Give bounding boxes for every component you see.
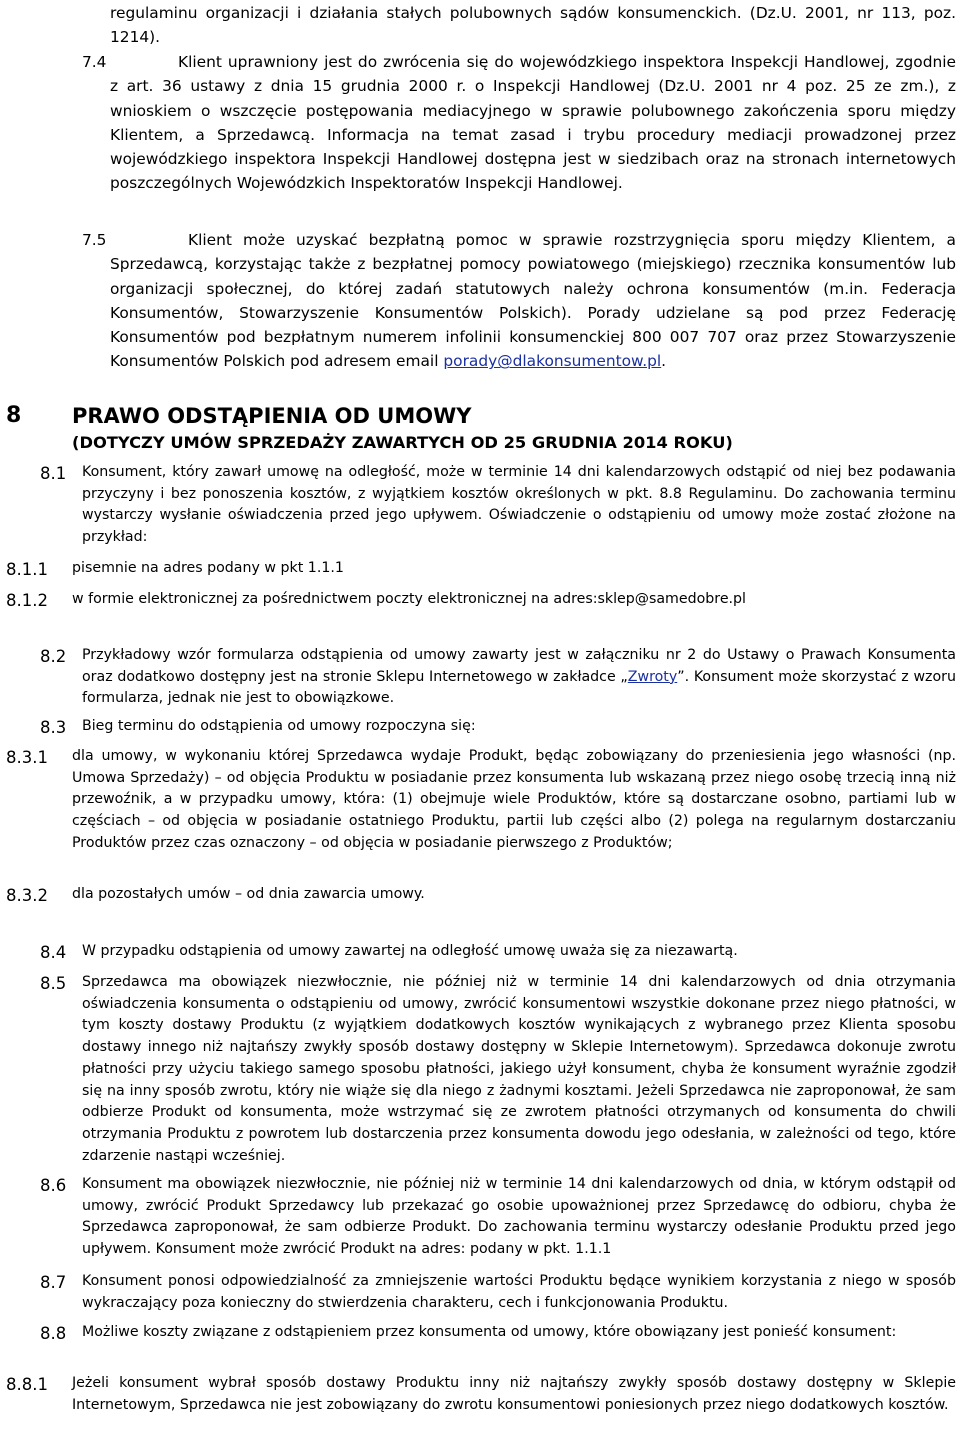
- para-8-1-2: w formie elektronicznej za pośrednictwem poczty elektronicznej na adres:sklep@samedobre.pl: [72, 591, 747, 607]
- para-8-1-1-number: 8.1.1: [6, 560, 48, 579]
- para-7-5-text: Klient może uzyskać bezpłatną pomoc w sprawie rozstrzygnięcia sporu między Klientem, a Sprzedawcą, korzystając także z bezpłatnej pomocy powiatowego (miejskiego) rzecznika konsumentów lub organizacji społecznej, do której zadań statutowych należy ochrona konsumentów (m.in. Federacja Konsumentów, Stowarzyszenie Konsumentów Polskich). Porady udzielane są pod przez Federację Konsumentów pod bezpłatnym numerem infolinii konsumenckiej 800 007 707 oraz przez Stowarzyszenie Konsumentów Polskich pod adresem email: [110, 231, 956, 371]
- para-7-4-number: 7.4: [82, 53, 107, 71]
- para-8-2: [82, 645, 956, 710]
- para-8-6-number: 8.6: [40, 1176, 67, 1195]
- para-7-5-end: .: [661, 352, 667, 371]
- para-8-1-number: 8.1: [40, 464, 67, 483]
- para-8-8-1-number: 8.8.1: [6, 1375, 48, 1394]
- para-8-3: Bieg terminu do odstąpienia od umowy rozpoczyna się:: [82, 718, 476, 734]
- para-8-8-1: Jeżeli konsument wybrał sposób dostawy Produktu inny niż najtańszy zwykły sposób dostawy dostępny w Sklepie Internetowym, Sprzedawca nie jest zobowiązany do zwrotu konsumentowi poniesionych przez niego dodatkowych kosztów.: [72, 1375, 956, 1413]
- para-8-1-1: pisemnie na adres podany w pkt 1.1.1: [72, 560, 344, 576]
- para-8-5: Sprzedawca ma obowiązek niezwłocznie, nie później niż w terminie 14 dni kalendarzowych od dnia otrzymania oświadczenia konsumenta o odstąpieniu od umowy, zwrócić konsumentowi wszystkie dokonane przez niego płatności, w tym koszty dostawy Produktu (z wyjątkiem dodatkowych kosztów wynikających z wybranego przez Klienta sposobu dostawy innego niż najtańszy zwykły sposób dostawy dostępny w Sklepie Internetowym). Sprzedawca dokonuje zwrotu płatności przy użyciu takiego samego sposobu płatności, jakiego użył konsument, chyba że konsument wyraźnie zgodził się na inny sposób zwrotu, który nie wiąże się dla niego z żadnymi kosztami. Jeżeli Sprzedawca nie zaproponował, że sam odbierze Produkt od konsumenta, może wstrzymać się ze zwrotem płatności otrzymanych od konsumenta do chwili otrzymania Produktu z powrotem lub dostarczenia przez konsumenta dowodu jego odesłania, w zależności od tego, które zdarzenie nastąpi wcześniej.: [82, 974, 956, 1164]
- para-8-7: Konsument ponosi odpowiedzialność za zmniejszenie wartości Produktu będące wynikiem korzystania z niego w sposób wykraczający poza konieczny do stwierdzenia charakteru, cech i funkcjonowania Produktu.: [82, 1273, 956, 1311]
- para-8-8: Możliwe koszty związane z odstąpieniem przez konsumenta od umowy, które obowiązany jest ponieść konsument:: [82, 1324, 897, 1340]
- para-8-3-1-number: 8.3.1: [6, 748, 48, 767]
- para-7-5-number: 7.5: [82, 231, 107, 249]
- consumer-email-link[interactable]: porady@dlakonsumentow.pl: [443, 352, 662, 371]
- para-8-4-number: 8.4: [40, 943, 67, 962]
- para-7-5: [110, 228, 956, 374]
- para-7-3-continuation: regulaminu organizacji i działania stałych polubownych sądów konsumenckich. (Dz.U. 2001, nr 113, poz. 1214).: [110, 4, 956, 47]
- para-8-2-text-b: ”. Konsument może skorzystać z wzoru formularza, jednak nie jest to obowiązkowe.: [82, 668, 956, 707]
- para-8-6: Konsument ma obowiązek niezwłocznie, nie później niż w terminie 14 dni kalendarzowych od dnia, w którym odstąpił od umowy, zwrócić Produkt Sprzedawcy lub przekazać go osobie upoważnionej przez Sprzedawcę do odbioru, chyba że Sprzedawca zaproponował, że sam odbierze Produkt. Do zachowania terminu wystarczy odesłanie Produktu przed jego upływem. Konsument może zwrócić Produkt na adres: podany w pkt. 1.1.1: [82, 1176, 956, 1258]
- para-8-1-2-number: 8.1.2: [6, 591, 48, 610]
- section-8-title: PRAWO ODSTĄPIENIA OD UMOWY: [72, 404, 472, 428]
- para-8-2-text-a: Przykładowy wzór formularza odstąpienia od umowy zawarty jest w załączniku nr 2 do Ustawy o Prawach Konsumenta oraz dodatkowo dostępny jest na stronie Sklepu Internetowego w zakładce „: [82, 647, 956, 685]
- para-8-3-1: dla umowy, w wykonaniu której Sprzedawca wydaje Produkt, będąc zobowiązany do przeniesienia jego własności (np. Umowa Sprzedaży) – od objęcia Produktu w posiadanie przez konsumenta lub wskazaną przez niego osobę trzecią inną niż przewoźnik, a w przypadku umowy, która: (1) obejmuje wiele Produktów, które są dostarczane osobno, partiami lub w częściach – od objęcia w posiadanie ostatniego Produktu, partii lub części albo (2) polega na regularnym dostarczaniu Produktów przez czas oznaczony – od objęcia w posiadanie pierwszego z Produktów;: [72, 748, 956, 851]
- para-8-3-2-number: 8.3.2: [6, 886, 48, 905]
- para-7-4: Klient uprawniony jest do zwrócenia się do wojewódzkiego inspektora Inspekcji Handlowej, zgodnie z art. 36 ustawy z dnia 15 grudnia 2000 r. o Inspekcji Handlowej (Dz.U. 2001 nr 4 poz. 25 ze zm.), z wnioskiem o wszczęcie postępowania mediacyjnego w sprawie polubownego zakończenia sporu między Klientem, a Sprzedawcą. Informacja na temat zasad i trybu procedury mediacji prowadzonej przez wojewódzkiego inspektora Inspekcji Handlowej dostępna jest w siedzibach oraz na stronach internetowych poszczególnych Wojewódzkich Inspektoratów Inspekcji Handlowej.: [110, 53, 956, 193]
- para-8-2-number: 8.2: [40, 647, 67, 666]
- section-8-number: 8: [6, 403, 22, 428]
- para-8-5-number: 8.5: [40, 974, 67, 993]
- section-8-subtitle: (DOTYCZY UMÓW SPRZEDAŻY ZAWARTYCH OD 25 GRUDNIA 2014 ROKU): [72, 433, 733, 452]
- para-8-1: Konsument, który zawarł umowę na odległość, może w terminie 14 dni kalendarzowych odstąpić od niej bez podawania przyczyny i bez ponoszenia kosztów, z wyjątkiem kosztów określonych w pkt. 8.8 Regulaminu. Do zachowania terminu wystarczy wysłanie oświadczenia przed jego upływem. Oświadczenie o odstąpieniu od umowy może zostać złożone na przykład:: [82, 464, 956, 546]
- para-8-8-number: 8.8: [40, 1324, 67, 1343]
- para-8-7-number: 8.7: [40, 1273, 67, 1292]
- para-8-4: W przypadku odstąpienia od umowy zawartej na odległość umowę uważa się za niezawartą.: [82, 943, 738, 959]
- zwroty-link[interactable]: Zwroty: [627, 668, 678, 685]
- para-8-3-2: dla pozostałych umów – od dnia zawarcia umowy.: [72, 886, 425, 902]
- para-8-3-number: 8.3: [40, 718, 67, 737]
